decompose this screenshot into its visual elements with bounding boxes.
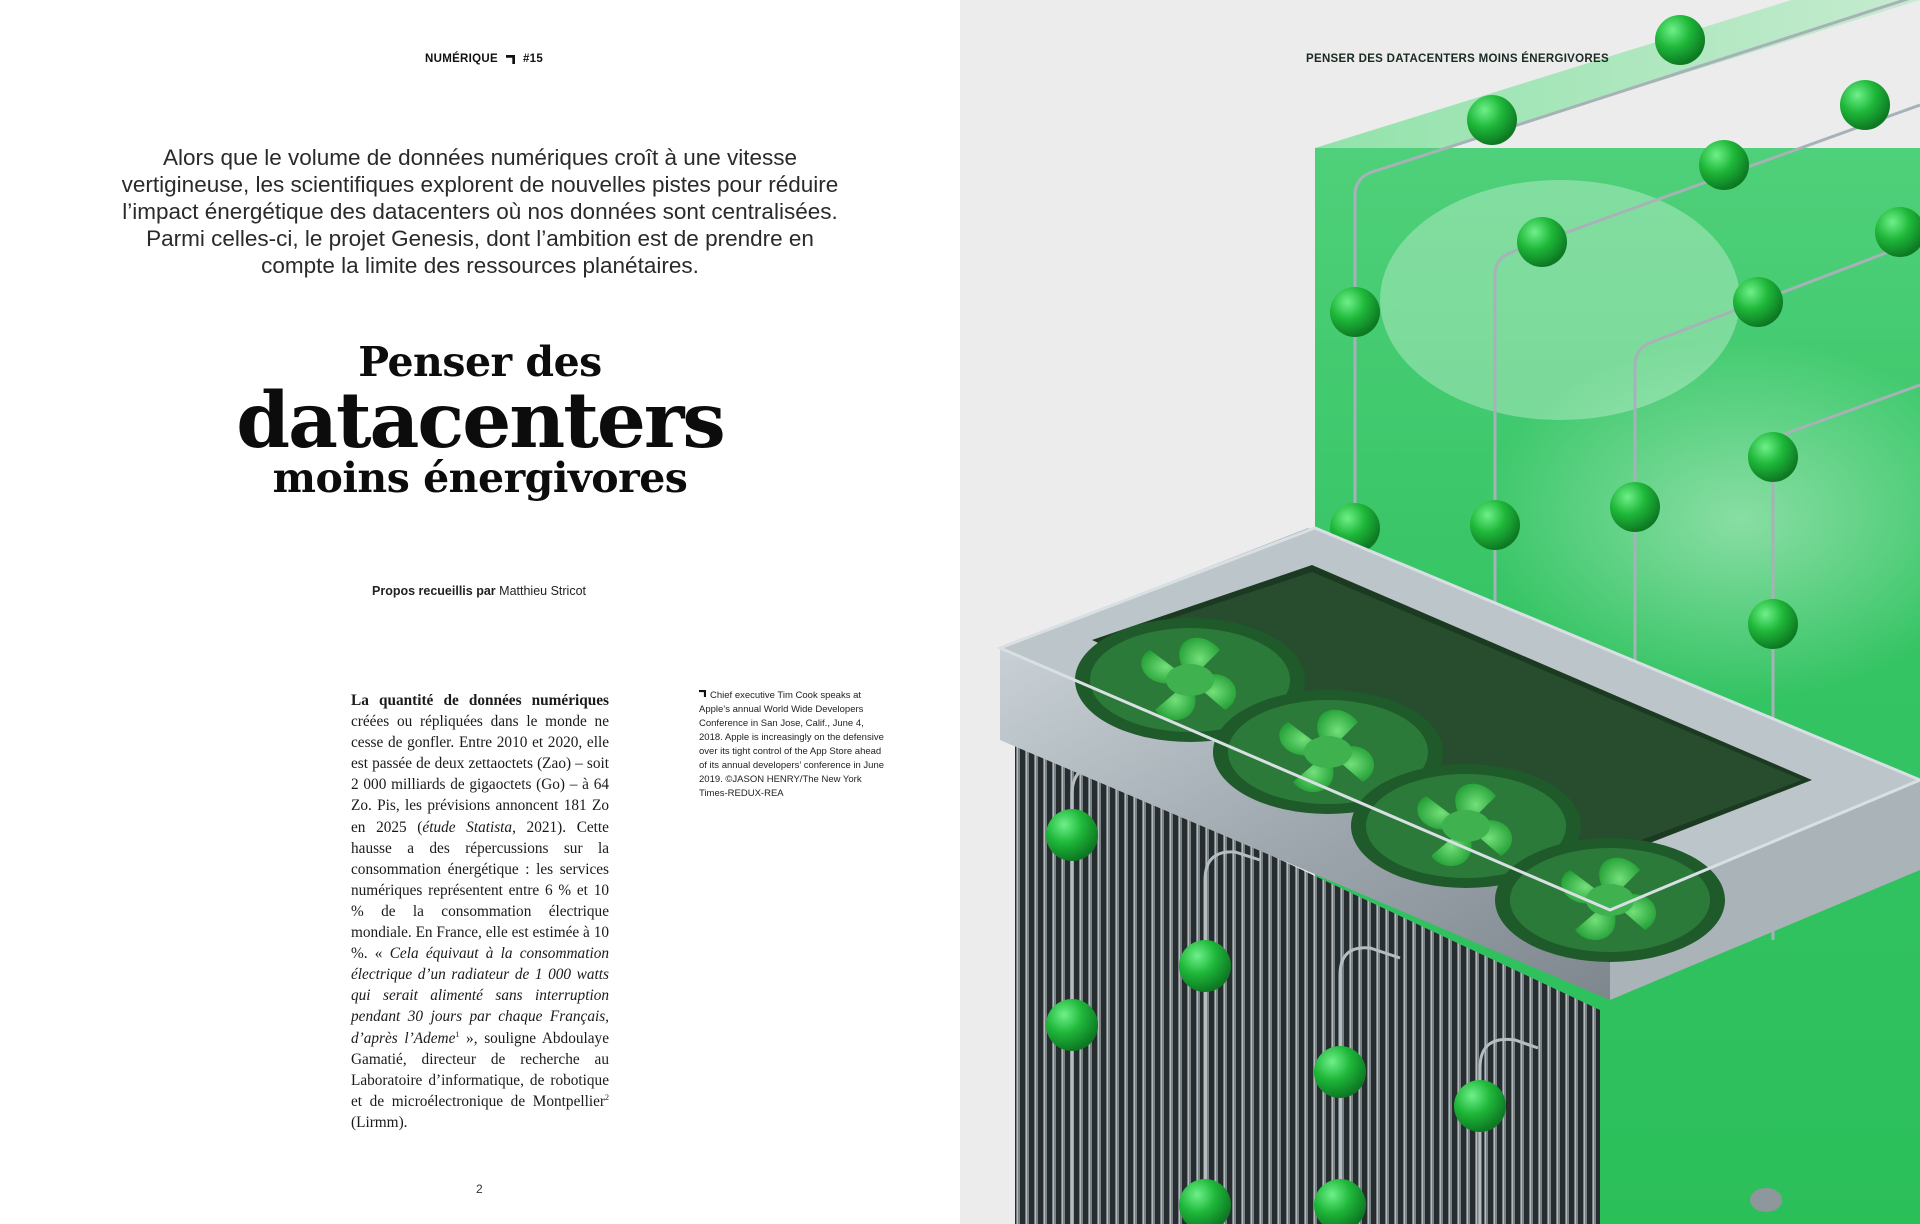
footnote-ref-1: 1	[455, 1029, 460, 1039]
byline	[372, 584, 586, 598]
corner-arrow-icon	[699, 690, 706, 697]
page-number: 2	[476, 1182, 483, 1196]
body-part-2: , 2021). Cette hausse a des répercussions sur la consommation énergétique : les services numériques représentent entre 6 % et 10 % de la consommation électrique mondiale. En France, elle est estimée à 10 %. «	[351, 818, 609, 963]
byline-label: Propos recueillis par	[372, 584, 496, 598]
article-title	[160, 340, 800, 502]
body-study-ref: étude Statista	[422, 818, 513, 836]
corner-arrow-icon	[506, 55, 515, 64]
body-part-1: créées ou répliquées dans le monde ne cesse de gonfler. Entre 2010 et 2020, elle est passée de deux zettaoctets (Zao) – soit 2 000 milliards de gigaoctets (Go) – à 64 Zo. Pis, les prévisions annoncent 181 Zo en 2025 (	[351, 713, 609, 836]
intro-paragraph: Alors que le volume de données numériques croît à une vitesse vertigineuse, les scientifiques explorent de nouvelles pistes pour réduire l’impact énergétique des datacenters où nos données sont centralisées. Parmi celles-ci, le projet Genesis, dont l’ambition est de prendre en compte la limite des ressources planétaires.	[121, 145, 839, 278]
footnote-ref-2: 2	[605, 1092, 609, 1102]
body-lead: La quantité de données numériques	[351, 692, 609, 709]
body-part-3: », souligne Abdoulaye Gamatié, directeur de recherche au Laboratoire d’informatique, de robotique et de microélectronique de Montpellier	[351, 1029, 609, 1110]
issue-number: #15	[522, 53, 544, 65]
running-head-right: PENSER DES DATACENTERS MOINS ÉNERGIVORES	[1306, 53, 1609, 65]
body-part-4: (Lirmm).	[351, 1113, 408, 1131]
title-line-3: moins énergivores	[272, 454, 688, 502]
title-line-1: Penser des	[358, 338, 602, 386]
datacenter-illustration	[960, 0, 1920, 1224]
section-label: NUMÉRIQUE	[425, 53, 498, 65]
body-text	[351, 690, 609, 1133]
body-quote: Cela équivaut à la consommation électrique d’un radiateur de 1 000 watts qui serait alimenté sans interruption pendant 30 jours par chaque Français, d’après l’Ademe	[351, 945, 609, 1047]
caption-text: Chief executive Tim Cook speaks at Apple’s annual World Wide Developers Conference in San Jose, Calif., June 4, 2018. Apple is increasingly on the defensive over its tight control of the App Store ahead of its annual developers’ conference in June 2019. ©JASON HENRY/The New York Times-REDUX-REA	[699, 690, 885, 799]
right-page	[960, 0, 1920, 1224]
running-head-left	[425, 53, 543, 65]
title-line-2: datacenters	[236, 376, 724, 466]
photo-caption	[699, 689, 885, 801]
byline-author: Matthieu Stricot	[499, 584, 586, 598]
